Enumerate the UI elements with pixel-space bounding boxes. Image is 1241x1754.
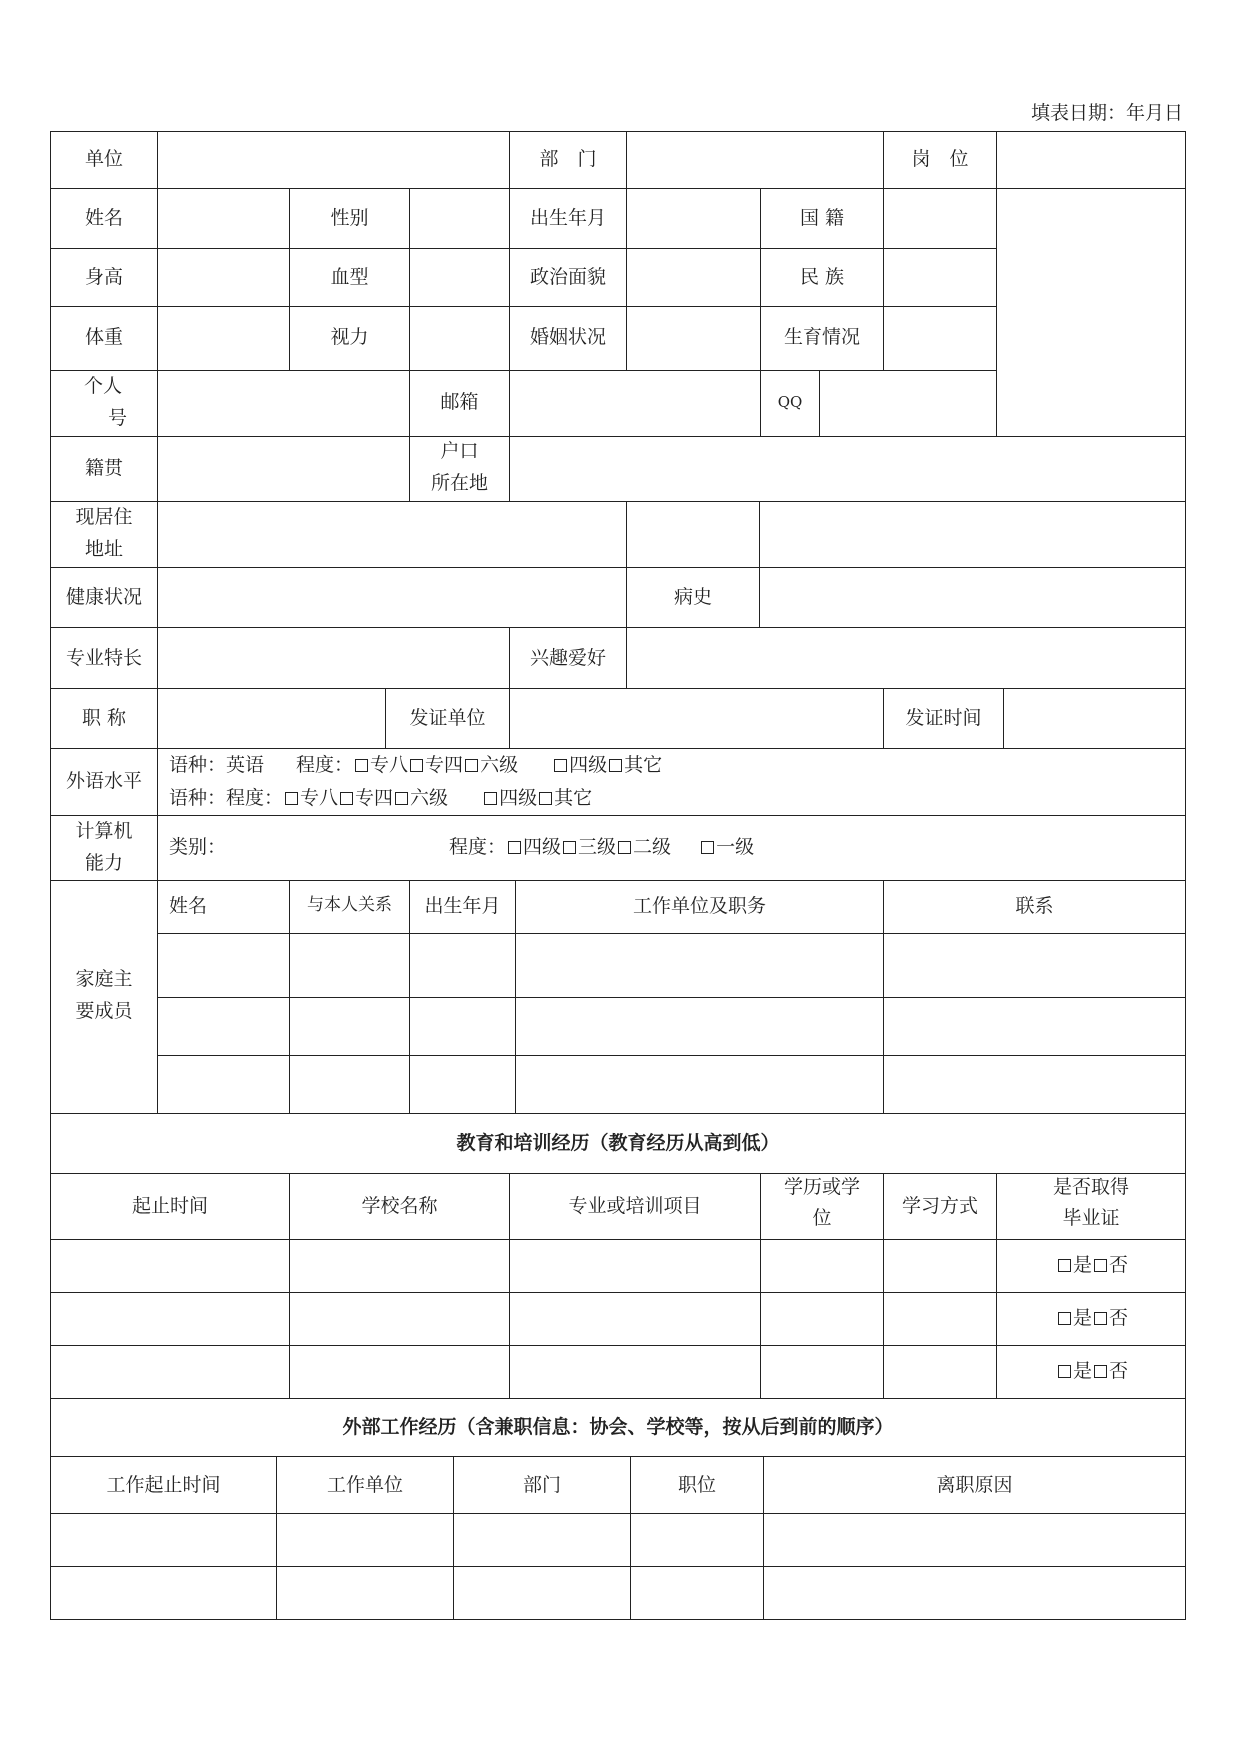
- work-header-period: 工作起止时间: [106, 1474, 221, 1496]
- checkbox-icon[interactable]: [563, 841, 576, 854]
- hukou-field[interactable]: [509, 436, 1186, 502]
- family-header-work: 工作单位及职务: [632, 895, 766, 917]
- unit-field[interactable]: [157, 131, 510, 189]
- checkbox-icon[interactable]: [465, 759, 478, 772]
- computer-level-label: 程度：: [449, 836, 507, 858]
- computer-opt-d: 一级: [716, 836, 755, 858]
- family-label-1: 家庭主: [75, 968, 133, 990]
- foreign-opt-1b: 专四: [425, 754, 464, 776]
- photo-box[interactable]: [996, 188, 1186, 437]
- politics-label: 政治面貌: [529, 266, 606, 288]
- edu-header-period: 起止时间: [131, 1195, 208, 1217]
- work-cell[interactable]: [50, 1513, 277, 1567]
- family-cell[interactable]: [157, 1055, 290, 1114]
- computer-level-line: [449, 834, 754, 861]
- family-cell[interactable]: [883, 997, 1186, 1056]
- name-label: 姓名: [84, 207, 123, 229]
- birth-field[interactable]: [626, 188, 761, 249]
- edu-header-cert-2: 毕业证: [1062, 1207, 1120, 1229]
- edu-header-degree-2: 位: [812, 1207, 832, 1229]
- no-label: 否: [1109, 1307, 1129, 1329]
- no-label: 否: [1109, 1360, 1129, 1382]
- work-title: 外部工作经历（含兼职信息：协会、学校等，按从后到前的顺序）: [342, 1416, 894, 1438]
- foreign-opt-1a: 专八: [370, 754, 409, 776]
- edu-cell[interactable]: [760, 1239, 884, 1293]
- foreign-line-1: [169, 752, 662, 779]
- foreign-opt-2e: 其它: [554, 787, 593, 809]
- family-cell[interactable]: [409, 933, 516, 998]
- edu-header-major: 专业或培训项目: [568, 1195, 702, 1217]
- issue-time-label: 发证时间: [905, 707, 982, 729]
- work-cell[interactable]: [763, 1566, 1186, 1620]
- checkbox-icon[interactable]: [1094, 1259, 1107, 1272]
- issuer-field[interactable]: [509, 688, 884, 749]
- blood-label: 血型: [330, 266, 369, 288]
- edu-cell[interactable]: [760, 1292, 884, 1346]
- hukou-label-2: 所在地: [430, 472, 488, 494]
- foreign-line-2: [169, 785, 592, 812]
- computer-label-2: 能力: [84, 852, 123, 874]
- hobby-field[interactable]: [626, 627, 1186, 689]
- native-field[interactable]: [157, 436, 410, 502]
- family-cell[interactable]: [289, 1055, 410, 1114]
- personal-id-label-1: 个人: [84, 375, 123, 397]
- foreign-opt-1d: 四级: [569, 754, 608, 776]
- computer-category: 类别：: [169, 836, 227, 858]
- computer-opt-b: 三级: [578, 836, 617, 858]
- family-header-birth: 出生年月: [424, 895, 501, 917]
- fertility-label: 生育情况: [783, 326, 860, 348]
- edu-cell[interactable]: [289, 1239, 510, 1293]
- address-label-2: 地址: [84, 538, 123, 560]
- checkbox-icon[interactable]: [285, 792, 298, 805]
- birth-label: 出生年月: [529, 207, 606, 229]
- foreign-level-1: 程度：: [296, 754, 354, 776]
- checkbox-icon[interactable]: [484, 792, 497, 805]
- edu-cert-choice: [1056, 1358, 1128, 1385]
- family-header-relation: 与本人关系: [307, 895, 392, 915]
- family-cell[interactable]: [289, 997, 410, 1056]
- family-label-2: 要成员: [75, 1000, 133, 1022]
- work-cell[interactable]: [276, 1566, 454, 1620]
- family-label-cell: [50, 880, 158, 1114]
- foreign-lang-1: 语种：英语: [169, 754, 265, 776]
- work-header-dept: 部门: [522, 1474, 561, 1496]
- politics-field[interactable]: [626, 248, 761, 307]
- work-cell[interactable]: [453, 1513, 631, 1567]
- work-cell[interactable]: [763, 1513, 1186, 1567]
- edu-cell[interactable]: [289, 1292, 510, 1346]
- edu-header-mode: 学习方式: [901, 1195, 978, 1217]
- vision-label: 视力: [330, 326, 369, 348]
- dept-label: 部 门: [539, 148, 597, 170]
- no-label: 否: [1109, 1254, 1129, 1276]
- work-cell[interactable]: [453, 1566, 631, 1620]
- blood-field[interactable]: [409, 248, 510, 307]
- email-field[interactable]: [509, 370, 761, 437]
- native-label: 籍贯: [84, 457, 123, 479]
- work-header-reason: 离职原因: [936, 1474, 1013, 1496]
- vision-field[interactable]: [409, 306, 510, 371]
- history-label: 病史: [673, 586, 712, 608]
- address-extra-cell[interactable]: [626, 501, 760, 568]
- marriage-label: 婚姻状况: [529, 326, 606, 348]
- weight-field[interactable]: [157, 306, 290, 371]
- edu-header-degree-1: 学历或学: [783, 1176, 860, 1198]
- qq-label: QQ: [777, 393, 803, 411]
- edu-cell[interactable]: [883, 1292, 997, 1346]
- family-header-contact: 联系: [1015, 895, 1054, 917]
- foreign-lang-2: 语种：程度：: [169, 787, 284, 809]
- checkbox-icon[interactable]: [539, 792, 552, 805]
- qq-field[interactable]: [819, 370, 997, 437]
- family-cell[interactable]: [515, 933, 884, 998]
- specialty-field[interactable]: [157, 627, 510, 689]
- health-field[interactable]: [157, 567, 627, 628]
- work-cell[interactable]: [630, 1513, 764, 1567]
- foreign-opt-1c: 六级: [480, 754, 519, 776]
- family-cell[interactable]: [289, 933, 410, 998]
- family-cell[interactable]: [883, 933, 1186, 998]
- checkbox-icon[interactable]: [1094, 1312, 1107, 1325]
- foreign-opt-1e: 其它: [624, 754, 663, 776]
- personal-id-label-2: 号: [108, 407, 128, 429]
- unit-label: 单位: [84, 148, 123, 170]
- edu-cell[interactable]: [883, 1345, 997, 1399]
- work-cell[interactable]: [50, 1566, 277, 1620]
- yes-label: 是: [1073, 1254, 1093, 1276]
- checkbox-icon[interactable]: [355, 759, 368, 772]
- edu-header-cert-1: 是否取得: [1052, 1176, 1129, 1198]
- personal-id-field[interactable]: [157, 370, 410, 437]
- title-field[interactable]: [157, 688, 386, 749]
- checkbox-icon[interactable]: [340, 792, 353, 805]
- issue-time-field[interactable]: [1003, 688, 1186, 749]
- education-title: 教育和培训经历（教育经历从高到低）: [456, 1132, 780, 1154]
- family-cell[interactable]: [515, 997, 884, 1056]
- yes-label: 是: [1073, 1307, 1093, 1329]
- family-cell[interactable]: [515, 1055, 884, 1114]
- checkbox-icon[interactable]: [701, 841, 714, 854]
- checkbox-icon[interactable]: [1094, 1365, 1107, 1378]
- edu-cell[interactable]: [50, 1292, 290, 1346]
- address-field[interactable]: [157, 501, 627, 568]
- specialty-label: 专业特长: [65, 647, 142, 669]
- family-cell[interactable]: [409, 997, 516, 1056]
- checkbox-icon[interactable]: [410, 759, 423, 772]
- edu-cert-choice: [1056, 1252, 1128, 1279]
- history-field[interactable]: [759, 567, 1186, 628]
- edu-cert-choice: [1056, 1305, 1128, 1332]
- edu-header-school: 学校名称: [361, 1195, 438, 1217]
- work-cell[interactable]: [276, 1513, 454, 1567]
- nationality-field[interactable]: [883, 188, 997, 249]
- yes-label: 是: [1073, 1360, 1093, 1382]
- foreign-opt-2d: 四级: [499, 787, 538, 809]
- address-label-1: 现居住: [75, 506, 133, 528]
- issuer-label: 发证单位: [409, 707, 486, 729]
- family-header-name: 姓名: [169, 895, 208, 917]
- fertility-field[interactable]: [883, 306, 997, 371]
- work-cell[interactable]: [630, 1566, 764, 1620]
- checkbox-icon[interactable]: [508, 841, 521, 854]
- marriage-field[interactable]: [626, 306, 761, 371]
- family-cell[interactable]: [157, 997, 290, 1056]
- gender-field[interactable]: [409, 188, 510, 249]
- edu-cell[interactable]: [509, 1292, 761, 1346]
- checkbox-icon[interactable]: [609, 759, 622, 772]
- checkbox-icon[interactable]: [618, 841, 631, 854]
- height-label: 身高: [84, 266, 123, 288]
- post-field[interactable]: [996, 131, 1186, 189]
- foreign-label: 外语水平: [65, 770, 142, 792]
- edu-cell[interactable]: [509, 1345, 761, 1399]
- ethnic-label: 民 族: [799, 266, 845, 288]
- ethnic-field[interactable]: [883, 248, 997, 307]
- gender-label: 性别: [330, 207, 369, 229]
- family-cell[interactable]: [157, 933, 290, 998]
- checkbox-icon[interactable]: [1058, 1312, 1071, 1325]
- height-field[interactable]: [157, 248, 290, 307]
- edu-cell[interactable]: [760, 1345, 884, 1399]
- title-label: 职 称: [81, 707, 127, 729]
- weight-label: 体重: [84, 326, 123, 348]
- work-header-company: 工作单位: [326, 1474, 403, 1496]
- edu-cell[interactable]: [509, 1239, 761, 1293]
- dept-field[interactable]: [626, 131, 884, 189]
- hobby-label: 兴趣爱好: [529, 647, 606, 669]
- hukou-label-1: 户口: [440, 440, 479, 462]
- computer-label-1: 计算机: [75, 820, 133, 842]
- address-extra-field[interactable]: [759, 501, 1186, 568]
- family-cell[interactable]: [883, 1055, 1186, 1114]
- email-label: 邮箱: [440, 391, 479, 413]
- edu-cell[interactable]: [883, 1239, 997, 1293]
- name-field[interactable]: [157, 188, 290, 249]
- checkbox-icon[interactable]: [554, 759, 567, 772]
- post-label: 岗 位: [911, 148, 969, 170]
- computer-opt-c: 二级: [633, 836, 672, 858]
- checkbox-icon[interactable]: [1058, 1259, 1071, 1272]
- checkbox-icon[interactable]: [1058, 1365, 1071, 1378]
- fill-date-label: 填表日期：年月日: [1030, 102, 1183, 124]
- work-header-position: 职位: [677, 1474, 716, 1496]
- edu-cell[interactable]: [50, 1239, 290, 1293]
- health-label: 健康状况: [65, 586, 142, 608]
- family-cell[interactable]: [409, 1055, 516, 1114]
- computer-opt-a: 四级: [523, 836, 562, 858]
- foreign-opt-2c: 六级: [410, 787, 449, 809]
- checkbox-icon[interactable]: [395, 792, 408, 805]
- nationality-label: 国 籍: [799, 207, 845, 229]
- edu-cell[interactable]: [50, 1345, 290, 1399]
- foreign-opt-2b: 专四: [355, 787, 394, 809]
- edu-cell[interactable]: [289, 1345, 510, 1399]
- foreign-opt-2a: 专八: [300, 787, 339, 809]
